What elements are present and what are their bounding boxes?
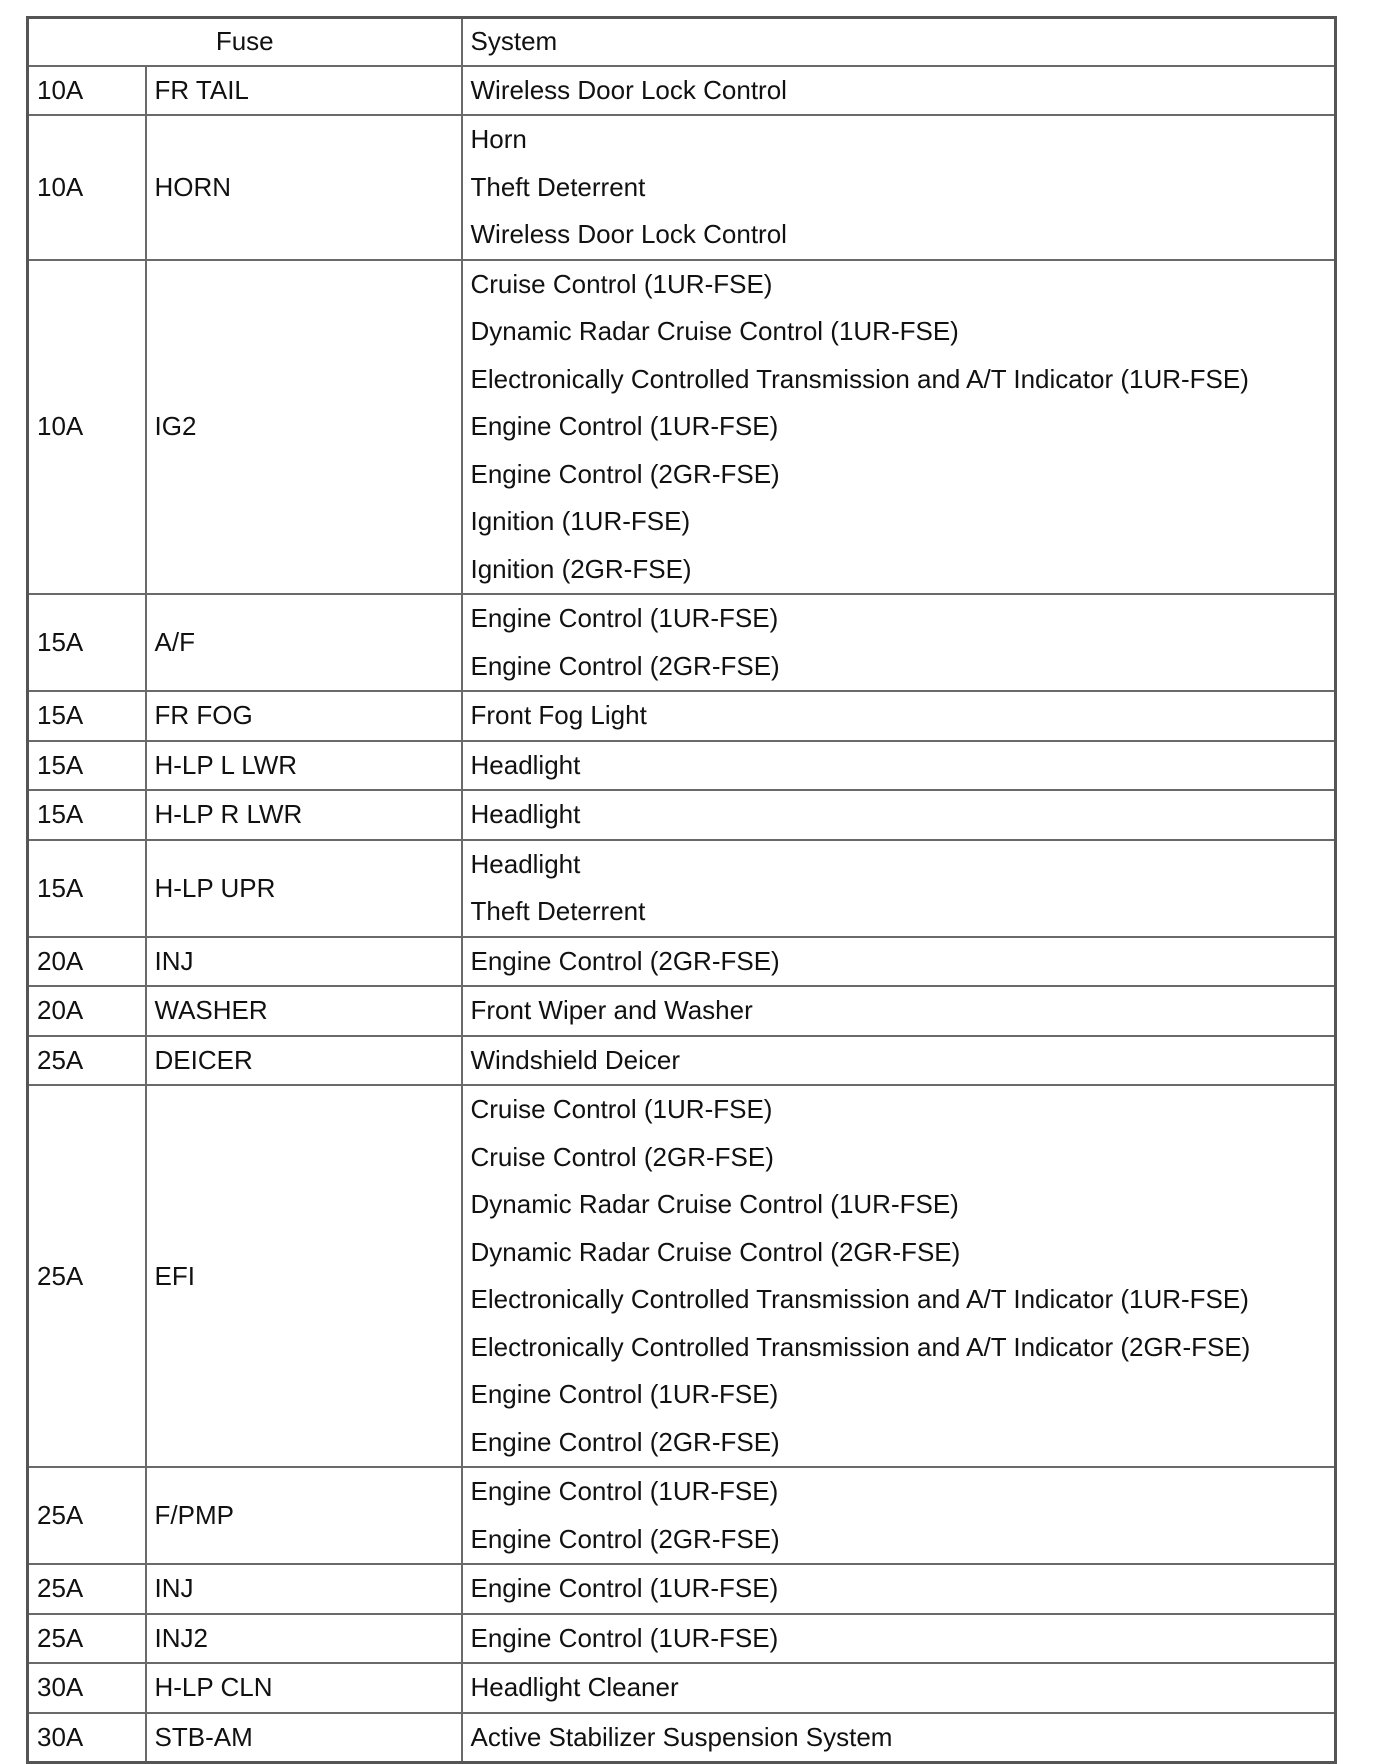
fuse-name: FR FOG <box>146 691 462 741</box>
fuse-name: DEICER <box>146 1036 462 1086</box>
system-cell <box>462 986 1336 1036</box>
system-item: Electronically Controlled Transmission and A/T Indicator (1UR-FSE) <box>470 1284 1249 1314</box>
fuse-amperage: 20A <box>28 937 146 987</box>
system-item: Headlight <box>470 848 581 879</box>
fuse-column-header: Fuse <box>28 18 462 66</box>
table-row <box>28 1614 1336 1664</box>
system-item: Engine Control (1UR-FSE) <box>470 411 779 441</box>
fuse-name: INJ <box>146 1564 462 1614</box>
table-row <box>28 1467 1336 1564</box>
system-item: Headlight Cleaner <box>470 1672 679 1702</box>
fuse-amperage: 15A <box>28 840 146 937</box>
fuse-amperage: 15A <box>28 691 146 741</box>
system-item: Theft Deterrent <box>470 896 646 926</box>
table-row <box>28 741 1336 791</box>
fuse-name: IG2 <box>146 260 462 595</box>
fuse-name: H-LP L LWR <box>146 741 462 791</box>
fuse-name: EFI <box>146 1085 462 1467</box>
system-item: Front Wiper and Washer <box>470 995 753 1025</box>
system-item: Headlight <box>470 799 581 829</box>
system-column-header: System <box>462 18 1336 66</box>
system-item: Theft Deterrent <box>470 171 646 202</box>
system-item: Active Stabilizer Suspension System <box>470 1721 893 1752</box>
system-item: Engine Control (1UR-FSE) <box>470 603 779 633</box>
fuse-name: WASHER <box>146 986 462 1036</box>
system-cell <box>462 1036 1336 1086</box>
fuse-amperage: 10A <box>28 260 146 595</box>
system-cell <box>462 66 1336 116</box>
system-item: Cruise Control (2GR-FSE) <box>470 1141 774 1172</box>
system-item: Ignition (1UR-FSE) <box>470 506 691 536</box>
table-header <box>28 18 1336 66</box>
system-item: Engine Control (2GR-FSE) <box>470 1426 780 1457</box>
table-row <box>28 1564 1336 1614</box>
system-item: Front Fog Light <box>470 700 647 730</box>
system-cell <box>462 1085 1336 1467</box>
system-item: Windshield Deicer <box>470 1044 681 1075</box>
system-item: Electronically Controlled Transmission and A/T Indicator (1UR-FSE) <box>470 363 1249 394</box>
fuse-name: F/PMP <box>146 1467 462 1564</box>
table-row <box>28 66 1336 116</box>
table-row <box>28 1663 1336 1713</box>
table-row <box>28 260 1336 595</box>
fuse-amperage: 25A <box>28 1614 146 1664</box>
system-cell <box>462 741 1336 791</box>
system-item: Engine Control (1UR-FSE) <box>470 1379 779 1409</box>
fuse-amperage: 25A <box>28 1467 146 1564</box>
fuse-amperage: 20A <box>28 986 146 1036</box>
table-row <box>28 594 1336 691</box>
system-item: Ignition (2GR-FSE) <box>470 553 692 584</box>
table-row <box>28 840 1336 937</box>
fuse-name: HORN <box>146 115 462 260</box>
system-item: Dynamic Radar Cruise Control (1UR-FSE) <box>470 316 959 346</box>
fuse-amperage: 30A <box>28 1663 146 1713</box>
table-row <box>28 115 1336 260</box>
system-item: Wireless Door Lock Control <box>470 74 787 105</box>
fuse-name: H-LP UPR <box>146 840 462 937</box>
fuse-name: H-LP R LWR <box>146 790 462 840</box>
system-cell <box>462 594 1336 691</box>
system-cell <box>462 1564 1336 1614</box>
system-cell <box>462 115 1336 260</box>
system-item: Headlight <box>470 749 581 780</box>
system-item: Engine Control (1UR-FSE) <box>470 1573 779 1603</box>
system-item: Engine Control (2GR-FSE) <box>470 945 780 976</box>
fuse-name: STB-AM <box>146 1713 462 1763</box>
table-row <box>28 790 1336 840</box>
fuse-amperage: 10A <box>28 66 146 116</box>
system-item: Cruise Control (1UR-FSE) <box>470 268 773 299</box>
fuse-amperage: 15A <box>28 594 146 691</box>
table-row <box>28 1085 1336 1467</box>
fuse-name: A/F <box>146 594 462 691</box>
fuse-amperage: 25A <box>28 1036 146 1086</box>
system-cell <box>462 1713 1336 1763</box>
system-item: Engine Control (2GR-FSE) <box>470 650 780 681</box>
header-row <box>28 18 1336 66</box>
system-cell <box>462 790 1336 840</box>
system-item: Electronically Controlled Transmission and A/T Indicator (2GR-FSE) <box>470 1331 1251 1362</box>
table-body <box>28 66 1336 1763</box>
system-item: Dynamic Radar Cruise Control (1UR-FSE) <box>470 1189 959 1219</box>
system-cell <box>462 937 1336 987</box>
table-row <box>28 986 1336 1036</box>
system-item: Engine Control (1UR-FSE) <box>470 1476 779 1506</box>
system-cell <box>462 840 1336 937</box>
system-cell <box>462 260 1336 595</box>
system-item: Wireless Door Lock Control <box>470 219 787 249</box>
fuse-amperage: 10A <box>28 115 146 260</box>
fuse-amperage: 30A <box>28 1713 146 1763</box>
fuse-name: INJ <box>146 937 462 987</box>
fuse-table <box>26 16 1337 1764</box>
fuse-amperage: 15A <box>28 790 146 840</box>
system-cell <box>462 1663 1336 1713</box>
fuse-name: FR TAIL <box>146 66 462 116</box>
system-item: Engine Control (2GR-FSE) <box>470 458 780 489</box>
fuse-amperage: 25A <box>28 1085 146 1467</box>
system-item: Horn <box>470 124 527 154</box>
fuse-name: INJ2 <box>146 1614 462 1664</box>
system-item: Cruise Control (1UR-FSE) <box>470 1094 773 1124</box>
fuse-name: H-LP CLN <box>146 1663 462 1713</box>
system-cell <box>462 1467 1336 1564</box>
system-item: Dynamic Radar Cruise Control (2GR-FSE) <box>470 1236 961 1267</box>
system-cell <box>462 1614 1336 1664</box>
system-item: Engine Control (1UR-FSE) <box>470 1622 779 1653</box>
fuse-amperage: 25A <box>28 1564 146 1614</box>
fuse-amperage: 15A <box>28 741 146 791</box>
system-cell <box>462 691 1336 741</box>
table-row <box>28 1713 1336 1763</box>
table-row <box>28 937 1336 987</box>
table-row <box>28 691 1336 741</box>
table-row <box>28 1036 1336 1086</box>
system-item: Engine Control (2GR-FSE) <box>470 1523 780 1554</box>
